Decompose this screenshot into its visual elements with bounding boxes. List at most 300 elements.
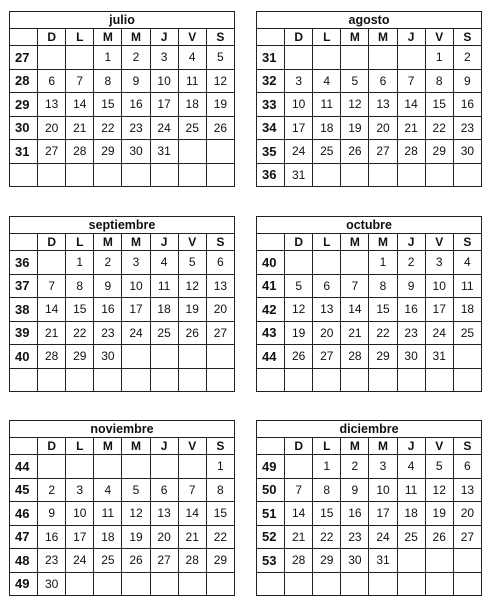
day-cell [425,163,453,187]
week-number [10,368,38,392]
day-cell: 17 [66,525,94,549]
day-cell [178,345,206,369]
week-row [257,345,482,369]
day-cell: 4 [313,69,341,93]
day-cell [453,572,481,596]
day-cell: 28 [38,345,66,369]
day-cell [66,572,94,596]
day-cell [285,46,313,70]
weekday-header: D [285,29,313,46]
day-cell: 5 [178,251,206,275]
week-row [10,572,235,596]
day-cell [397,368,425,392]
weekday-header: D [38,438,66,455]
day-cell [94,163,122,187]
day-cell: 24 [425,321,453,345]
week-row [10,455,235,479]
day-cell: 2 [453,46,481,70]
week-row [10,525,235,549]
week-row [10,298,235,322]
day-cell: 22 [313,525,341,549]
day-cell [94,368,122,392]
day-cell [285,251,313,275]
day-cell: 29 [206,549,234,573]
day-cell: 6 [369,69,397,93]
week-number: 44 [257,345,285,369]
day-cell: 10 [425,274,453,298]
day-cell: 25 [150,321,178,345]
day-cell: 27 [453,525,481,549]
day-cell: 28 [397,140,425,164]
week-number: 36 [257,163,285,187]
week-number-header [257,234,285,251]
day-cell [341,46,369,70]
day-cell: 26 [425,525,453,549]
weekday-header: J [397,29,425,46]
week-number: 39 [10,321,38,345]
day-cell: 30 [453,140,481,164]
day-cell [150,455,178,479]
day-cell: 24 [285,140,313,164]
day-cell: 18 [94,525,122,549]
day-cell: 19 [341,116,369,140]
day-cell: 21 [341,321,369,345]
weekday-header: L [66,29,94,46]
day-cell: 14 [66,93,94,117]
day-cell: 19 [285,321,313,345]
day-cell [313,46,341,70]
day-cell: 12 [206,69,234,93]
day-cell: 11 [453,274,481,298]
week-row [10,46,235,70]
weekday-header: M [341,234,369,251]
day-cell: 29 [313,549,341,573]
day-cell: 30 [397,345,425,369]
day-cell: 22 [369,321,397,345]
day-cell: 7 [178,478,206,502]
weekday-header: V [178,438,206,455]
weekday-header: M [341,438,369,455]
week-row [10,274,235,298]
day-cell: 16 [94,298,122,322]
weekday-header: M [122,438,150,455]
week-number: 33 [257,93,285,117]
day-cell: 31 [285,163,313,187]
weekday-header: V [425,29,453,46]
day-cell: 8 [206,478,234,502]
weekday-header: J [397,234,425,251]
day-cell: 13 [313,298,341,322]
day-cell: 7 [38,274,66,298]
day-cell: 9 [94,274,122,298]
weekday-header: S [453,438,481,455]
month-calendar-octubre [256,216,482,392]
day-cell: 6 [313,274,341,298]
day-cell: 15 [94,93,122,117]
day-cell: 22 [206,525,234,549]
day-cell: 10 [369,478,397,502]
week-row [257,251,482,275]
day-cell: 22 [66,321,94,345]
day-cell: 4 [150,251,178,275]
weekday-header: J [150,29,178,46]
day-cell: 30 [38,572,66,596]
day-cell: 16 [341,502,369,526]
day-cell: 2 [397,251,425,275]
day-cell: 8 [313,478,341,502]
day-cell: 13 [453,478,481,502]
day-cell: 3 [369,455,397,479]
day-cell: 31 [425,345,453,369]
day-cell: 14 [38,298,66,322]
week-row [257,46,482,70]
day-cell: 16 [122,93,150,117]
week-row [257,116,482,140]
week-row [257,93,482,117]
day-cell: 28 [66,140,94,164]
day-cell: 10 [66,502,94,526]
day-cell: 29 [94,140,122,164]
month-title: diciembre [257,421,482,438]
day-cell: 2 [38,478,66,502]
month-calendar-septiembre [9,216,235,392]
day-cell [150,345,178,369]
weekday-header: J [150,438,178,455]
weekday-header: S [453,234,481,251]
day-cell: 12 [341,93,369,117]
day-cell: 27 [369,140,397,164]
week-row [10,549,235,573]
day-cell: 1 [94,46,122,70]
day-cell [397,549,425,573]
day-cell: 20 [313,321,341,345]
day-cell: 6 [150,478,178,502]
day-cell [206,163,234,187]
day-cell: 24 [150,116,178,140]
day-cell [66,46,94,70]
day-cell: 4 [453,251,481,275]
month-calendar-noviembre [9,420,235,596]
day-cell [206,368,234,392]
day-cell: 23 [453,116,481,140]
week-row [10,345,235,369]
weekday-header: V [425,234,453,251]
week-number: 37 [10,274,38,298]
day-cell [313,572,341,596]
day-cell: 11 [397,478,425,502]
week-number [257,368,285,392]
day-cell: 6 [38,69,66,93]
week-number: 47 [10,525,38,549]
day-cell: 29 [369,345,397,369]
week-number: 52 [257,525,285,549]
day-cell: 11 [313,93,341,117]
day-cell: 19 [206,93,234,117]
day-cell: 7 [397,69,425,93]
day-cell: 30 [341,549,369,573]
day-cell [397,163,425,187]
day-cell: 19 [122,525,150,549]
week-row [10,502,235,526]
day-cell: 12 [178,274,206,298]
weekday-header: L [66,438,94,455]
day-cell: 7 [285,478,313,502]
month-calendar-diciembre [256,420,482,596]
day-cell: 6 [206,251,234,275]
day-cell: 4 [397,455,425,479]
day-cell: 21 [66,116,94,140]
day-cell: 1 [313,455,341,479]
day-cell: 14 [397,93,425,117]
day-cell: 3 [66,478,94,502]
week-number: 34 [257,116,285,140]
weekday-header: S [206,234,234,251]
day-cell: 4 [94,478,122,502]
day-cell [150,572,178,596]
day-cell [397,46,425,70]
week-row [10,368,235,392]
week-number: 27 [10,46,38,70]
day-cell: 3 [425,251,453,275]
day-cell: 28 [285,549,313,573]
day-cell: 16 [397,298,425,322]
day-cell [397,572,425,596]
day-cell [425,572,453,596]
day-cell: 2 [341,455,369,479]
week-row [257,140,482,164]
day-cell: 14 [178,502,206,526]
weekday-header: M [94,438,122,455]
day-cell: 6 [453,455,481,479]
day-cell: 8 [94,69,122,93]
day-cell: 3 [122,251,150,275]
month-title: octubre [257,217,482,234]
day-cell: 12 [122,502,150,526]
day-cell: 9 [122,69,150,93]
weekday-header: M [122,234,150,251]
weekday-header: V [178,29,206,46]
week-number: 44 [10,455,38,479]
day-cell [285,572,313,596]
day-cell [178,140,206,164]
day-cell: 27 [313,345,341,369]
week-row [10,93,235,117]
day-cell: 9 [38,502,66,526]
week-row [10,478,235,502]
day-cell: 21 [38,321,66,345]
week-row [10,321,235,345]
day-cell [38,163,66,187]
week-row [257,572,482,596]
month-calendar-julio [9,11,235,187]
day-cell [453,345,481,369]
day-cell: 21 [178,525,206,549]
day-cell [38,251,66,275]
week-number: 43 [257,321,285,345]
day-cell: 26 [178,321,206,345]
day-cell: 8 [66,274,94,298]
day-cell: 13 [369,93,397,117]
day-cell: 13 [38,93,66,117]
week-number-header [257,438,285,455]
day-cell: 27 [38,140,66,164]
week-number: 40 [257,251,285,275]
day-cell: 14 [285,502,313,526]
week-number: 38 [10,298,38,322]
day-cell: 9 [341,478,369,502]
weekday-header: D [38,29,66,46]
week-row [10,251,235,275]
week-number: 51 [257,502,285,526]
week-number: 32 [257,69,285,93]
day-cell [94,572,122,596]
day-cell: 25 [453,321,481,345]
weekday-header: M [341,29,369,46]
day-cell: 2 [94,251,122,275]
day-cell: 30 [122,140,150,164]
day-cell [66,455,94,479]
week-row [257,163,482,187]
day-cell [425,549,453,573]
day-cell: 26 [206,116,234,140]
day-cell: 31 [369,549,397,573]
weekday-header: D [285,438,313,455]
day-cell: 12 [285,298,313,322]
week-number-header [257,29,285,46]
day-cell: 2 [122,46,150,70]
day-cell: 8 [425,69,453,93]
day-cell [341,251,369,275]
day-cell: 25 [178,116,206,140]
week-number: 41 [257,274,285,298]
day-cell [313,251,341,275]
weekday-header: S [206,29,234,46]
day-cell: 20 [150,525,178,549]
weekday-header: L [313,438,341,455]
day-cell: 20 [38,116,66,140]
day-cell: 15 [313,502,341,526]
day-cell: 17 [150,93,178,117]
day-cell: 23 [397,321,425,345]
day-cell: 28 [341,345,369,369]
month-title: noviembre [10,421,235,438]
week-number: 46 [10,502,38,526]
weekday-header: L [66,234,94,251]
day-cell [178,455,206,479]
day-cell [206,572,234,596]
day-cell [66,163,94,187]
week-row [257,502,482,526]
day-cell: 23 [122,116,150,140]
day-cell [285,455,313,479]
day-cell: 13 [150,502,178,526]
week-number: 35 [257,140,285,164]
day-cell: 18 [313,116,341,140]
week-row [257,525,482,549]
weekday-header: J [397,438,425,455]
day-cell [178,572,206,596]
weekday-header: M [369,29,397,46]
day-cell: 13 [206,274,234,298]
day-cell: 1 [206,455,234,479]
week-row [257,549,482,573]
week-number: 49 [10,572,38,596]
day-cell: 27 [150,549,178,573]
weekday-header: V [178,234,206,251]
day-cell [178,368,206,392]
week-row [10,163,235,187]
day-cell: 28 [178,549,206,573]
week-number: 29 [10,93,38,117]
day-cell: 17 [369,502,397,526]
day-cell [122,572,150,596]
day-cell: 8 [369,274,397,298]
month-calendar-agosto [256,11,482,187]
day-cell: 1 [425,46,453,70]
day-cell [66,368,94,392]
day-cell [122,455,150,479]
day-cell [313,163,341,187]
day-cell: 21 [285,525,313,549]
day-cell: 24 [66,549,94,573]
day-cell: 1 [369,251,397,275]
day-cell: 18 [453,298,481,322]
weekday-header: M [122,29,150,46]
weekday-header: L [313,29,341,46]
week-number: 48 [10,549,38,573]
day-cell: 23 [38,549,66,573]
day-cell: 30 [94,345,122,369]
day-cell: 12 [425,478,453,502]
week-row [257,298,482,322]
week-number: 30 [10,116,38,140]
week-number: 28 [10,69,38,93]
day-cell [150,368,178,392]
week-number: 53 [257,549,285,573]
day-cell [369,368,397,392]
day-cell [453,163,481,187]
day-cell [206,140,234,164]
day-cell: 19 [425,502,453,526]
day-cell: 10 [285,93,313,117]
day-cell: 5 [341,69,369,93]
day-cell: 16 [453,93,481,117]
day-cell [122,345,150,369]
week-number: 36 [10,251,38,275]
week-number: 50 [257,478,285,502]
day-cell: 9 [453,69,481,93]
day-cell: 15 [206,502,234,526]
day-cell: 15 [425,93,453,117]
day-cell: 1 [66,251,94,275]
week-number [257,572,285,596]
week-number-header [10,234,38,251]
day-cell [341,163,369,187]
week-number [10,163,38,187]
week-row [10,140,235,164]
day-cell: 27 [206,321,234,345]
day-cell [150,163,178,187]
day-cell [369,46,397,70]
day-cell: 17 [285,116,313,140]
day-cell: 3 [150,46,178,70]
week-row [257,455,482,479]
weekday-header: S [453,29,481,46]
weekday-header: M [94,29,122,46]
day-cell: 25 [94,549,122,573]
day-cell: 22 [94,116,122,140]
weekday-header: J [150,234,178,251]
